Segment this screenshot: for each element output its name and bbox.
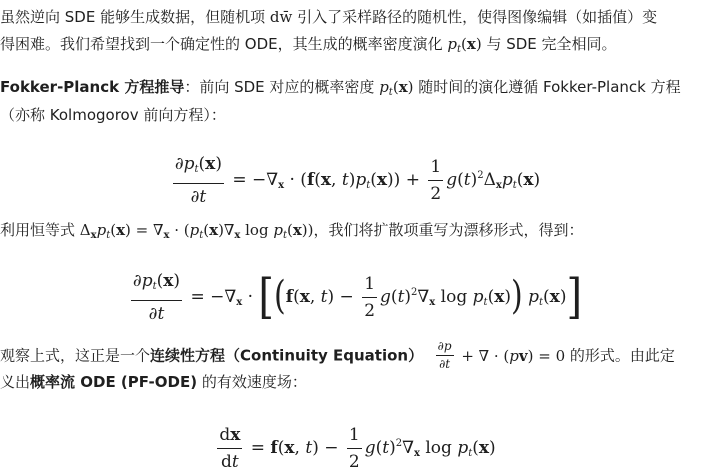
fokker-planck-paragraph-line2: （亦称 Kolmogorov 前向方程）： <box>0 106 226 124</box>
pf-ode-equation: $\frac{dx}{dt}$ = f(x, t) − $\frac{1}{2}$ $g(t)^2\nabla_x$ $\log p_t(x)$ <box>219 424 496 472</box>
pf-ode-term: 概率流 ODE (PF-ODE) <box>30 373 198 391</box>
continuity-term: 连续性方程（Continuity Equation） <box>150 346 424 365</box>
laplacian-identity: $\Delta_xp_t(x) = \nabla_x \cdot (p_t(x)\nabla_x$ $\log p_t(x)$) <box>79 221 314 241</box>
dw-bar-symbol: dw̄ <box>269 8 293 26</box>
intro-paragraph: 虽然逆向 SDE 能够生成数据，但随机项 dw̄ 引入了采样路径的随机性，使得图像编辑（如插值）变 <box>0 8 658 26</box>
identity-paragraph: 利用恒等式 $\Delta_xp_t(x) = \nabla_x \cdot (p_t(x)\nabla_x$ $\log p_t(x)$)，我们将扩散项重写为漂移形式，得到： <box>0 221 584 241</box>
intro-paragraph-line2: 得困难。我们希望找到一个确定性的 ODE，其生成的概率密度演化 $p_t(x)$ 与 SDE 完全相同。 <box>0 35 617 55</box>
continuity-equation-inline: $\frac{\partial p}{\partial t}$ + ∇ · ( p v ) = 0 <box>437 339 566 371</box>
fokker-planck-equation: $\frac{\partial p_t(x)}{\partial t}$ = $-\nabla_x \cdot (f(x$, $t)p_t(x)$) + $\frac{1}{2}$ $g(t)^2\Delta_xp_t(x)$ <box>174 153 541 207</box>
pt-x-inline: $p_t(x)$ <box>447 35 482 55</box>
continuity-paragraph: 观察上式，这正是一个连续性方程（Continuity Equation） $\frac{\partial p}{\partial t}$ + ∇ · ( p v ) = 0 的形式。由此定 <box>0 339 675 371</box>
continuity-paragraph-line2: 义出概率流 ODE (PF-ODE) 的有效速度场： <box>0 373 307 391</box>
fokker-planck-paragraph: Fokker-Planck 方程推导：前向 SDE 对应的概率密度 $p_t(x)$ 随时间的演化遵循 Fokker-Planck 方程 <box>0 78 681 98</box>
drift-form-equation: $\frac{\partial p_t(x)}{\partial t}$ = $-\nabla_x$ · [ ( f(x, t) − $\frac{1}{2}$ $g(t)^2\nabla_x$ $\log p_t(x)$ ) $p_t(x)$ ] <box>132 269 583 325</box>
fokker-planck-title: Fokker-Planck 方程推导 <box>0 78 185 96</box>
